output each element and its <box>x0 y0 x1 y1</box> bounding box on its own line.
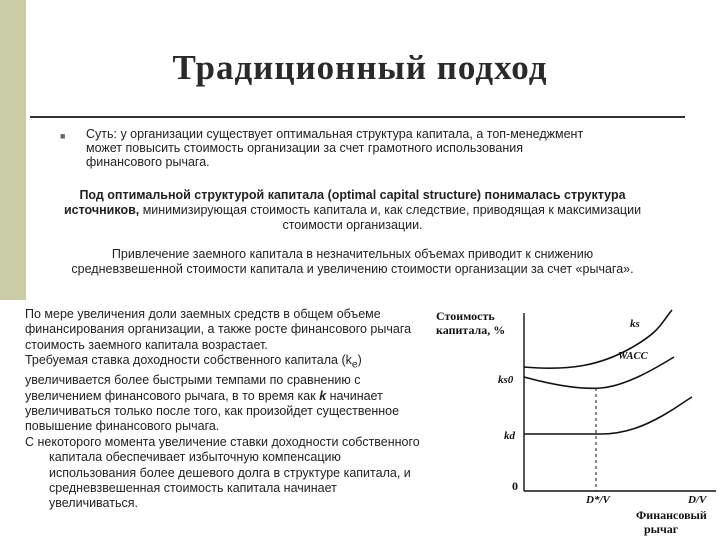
y-axis-label-line1: Стоимость <box>436 309 495 323</box>
debt-cost-paragraph: По мере увеличения доли заемных средств в общем объеме финансирования организации, а также росте финансового рычага стоимость заемного капитала возрастает. <box>25 307 412 352</box>
optimal-leverage-tick: D*/V <box>586 494 610 506</box>
x-axis-label-line1: Финансовый <box>636 508 707 522</box>
essence-text: Суть: у организации существует оптимальная структура капитала, а топ-менеджмент может повысить стоимость организации за счет грамотного использования финансового рычага. <box>86 127 584 169</box>
decorative-side-band <box>0 0 26 300</box>
kd-tick-label: kd <box>504 430 515 442</box>
square-bullet-icon: ■ <box>60 131 66 141</box>
borrowing-effect-text: Привлечение заемного капитала в незначительных объемах приводит к снижению средневзвешенной стоимости капитала и увеличению стоимости организации за счет «рычага». <box>71 247 634 276</box>
definition-rest: минимизирующая стоимость капитала и, как следствие, приводящая к максимизации стоимости организации. <box>139 203 642 232</box>
slide-title: Традиционный подход <box>172 48 548 87</box>
y-axis-label-line2: капитала, % <box>436 323 506 337</box>
definition-bold: Под оптимальной структурой капитала (optimal capital structure) понималась структура источников, <box>63 188 626 217</box>
equity-rate-paragraph: Требуемая ставка доходности собственного капитала $(k_e)$ увеличивается более быстрыми темпами по сравнению с увеличением финансового рычага, в то время как k начинает увеличиваться только после того, как произойдет существенное повышение финансового рычага. <box>25 353 400 434</box>
title-divider <box>30 116 685 118</box>
optimal-structure-definition <box>60 188 645 233</box>
wacc-curve-label: WACC <box>618 351 648 362</box>
debt-ratio-tick: D/V <box>688 494 707 506</box>
origin-label: 0 <box>512 479 518 493</box>
left-explanation-block <box>25 307 420 512</box>
x-axis-label-line2: рычаг <box>644 522 679 536</box>
wacc-rise-paragraph: С некоторого момента увеличение ставки доходности собственного капитала обеспечивает избыточную компенсацию использования более дешевого долга в структуре капитала, и средневзвешенная стоимость капитала начинает увеличиваться. <box>25 434 420 511</box>
ks-curve-label: ks <box>630 318 640 330</box>
capital-cost-chart <box>426 293 720 540</box>
ks0-tick-label: ks0 <box>498 374 514 386</box>
